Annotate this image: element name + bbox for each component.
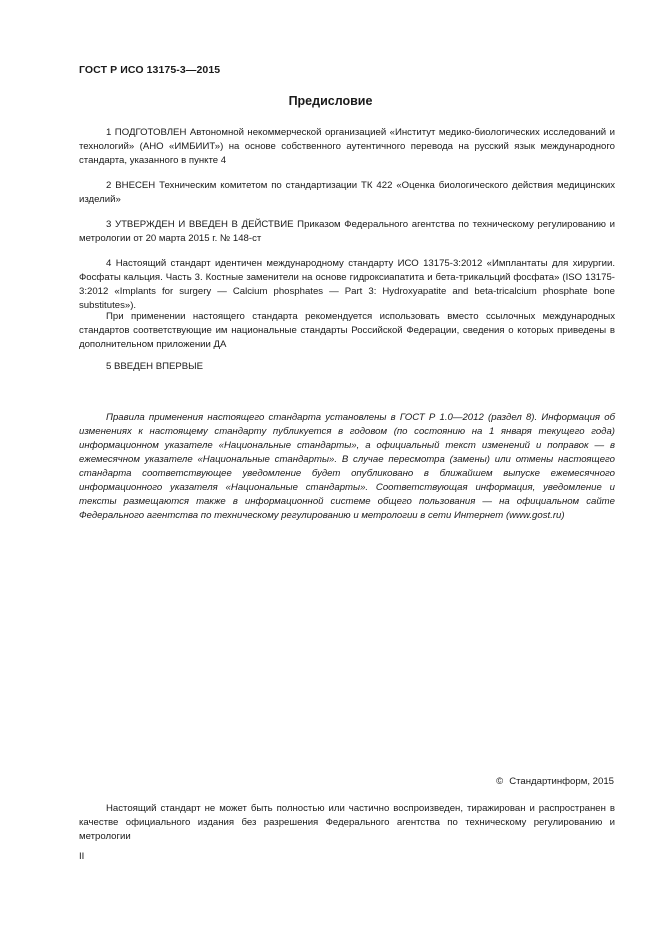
foreword-item-text: При применении настоящего стандарта рекомендуется использовать вместо ссылочных международных стандартов соответствующие им национальные стандарты Российской Федерации, сведения о которых приведены в дополнительном приложении ДА [79,311,615,350]
foreword-item-5 [79,360,615,374]
foreword-item-text: 2 ВНЕСЕН Техническим комитетом по стандартизации ТК 422 «Оценка биологического действия медицинских изделий» [79,180,615,205]
copyright-text: Стандартинформ, 2015 [509,776,614,787]
application-rules-note [79,411,615,523]
foreword-item-3 [79,218,615,246]
reproduction-notice [79,802,615,844]
copyright [496,776,614,787]
note-text: Правила применения настоящего стандарта установлены в ГОСТ Р 1.0—2012 (раздел 8). Информация об изменениях к настоящему стандарту публикуется в годовом (по состоянию на 1 января текущего года) информационном указателе «Национальные стандарты», а официальный текст изменений и поправок — в ежемесячном указателе «Национальные стандарты». В случае пересмотра (замены) или отмены настоящего стандарта соответствующее уведомление будет опубликовано в ближайшем выпуске ежемесячного информационного указателя «Национальные стандарты». Соответствующая информация, уведомление и тексты размещаются также в информационной системе общего пользования — на официальном сайте Федерального агентства по техническому регулированию и метрологии в сети Интернет (www.gost.ru) [79,412,615,521]
foreword-item-4-note [79,310,615,352]
foreword-item-text: 4 Настоящий стандарт идентичен международному стандарту ИСО 13175-3:2012 «Имплантаты для хирургии. Фосфаты кальция. Часть 3. Костные заменители на основе гидроксиапатита и бета-трикальций фосфата» (ISO 13175-3:2012 «Implants for surgery — Calcium phosphates — Part 3: Hydroxyapatite and beta-tricalcium phosphate bone substitutes»). [79,258,615,311]
foreword-item-2 [79,179,615,207]
foreword-item-text: 5 ВВЕДЕН ВПЕРВЫЕ [106,361,204,372]
foreword-item-text: 3 УТВЕРЖДЕН И ВВЕДЕН В ДЕЙСТВИЕ Приказом Федерального агентства по техническому регулированию и метрологии от 20 марта 2015 г. № 148-ст [79,219,615,244]
reproduction-text: Настоящий стандарт не может быть полностью или частично воспроизведен, тиражирован и распространен в качестве официального издания без разрешения Федерального агентства по техническому регулированию и метрологии [79,803,615,842]
foreword-item-text: 1 ПОДГОТОВЛЕН Автономной некоммерческой организацией «Институт медико-биологических исследований и технологий» (АНО «ИМБИИТ») на основе собственного аутентичного перевода на русский язык международного стандарта, указанного в пункте 4 [79,127,615,166]
page-title: Предисловие [288,94,373,108]
copyright-symbol: © [496,776,504,787]
document-number: ГОСТ Р ИСО 13175-3—2015 [79,64,221,76]
foreword-item-1 [79,126,615,168]
foreword-item-4 [79,257,615,313]
page-number: II [79,851,85,862]
